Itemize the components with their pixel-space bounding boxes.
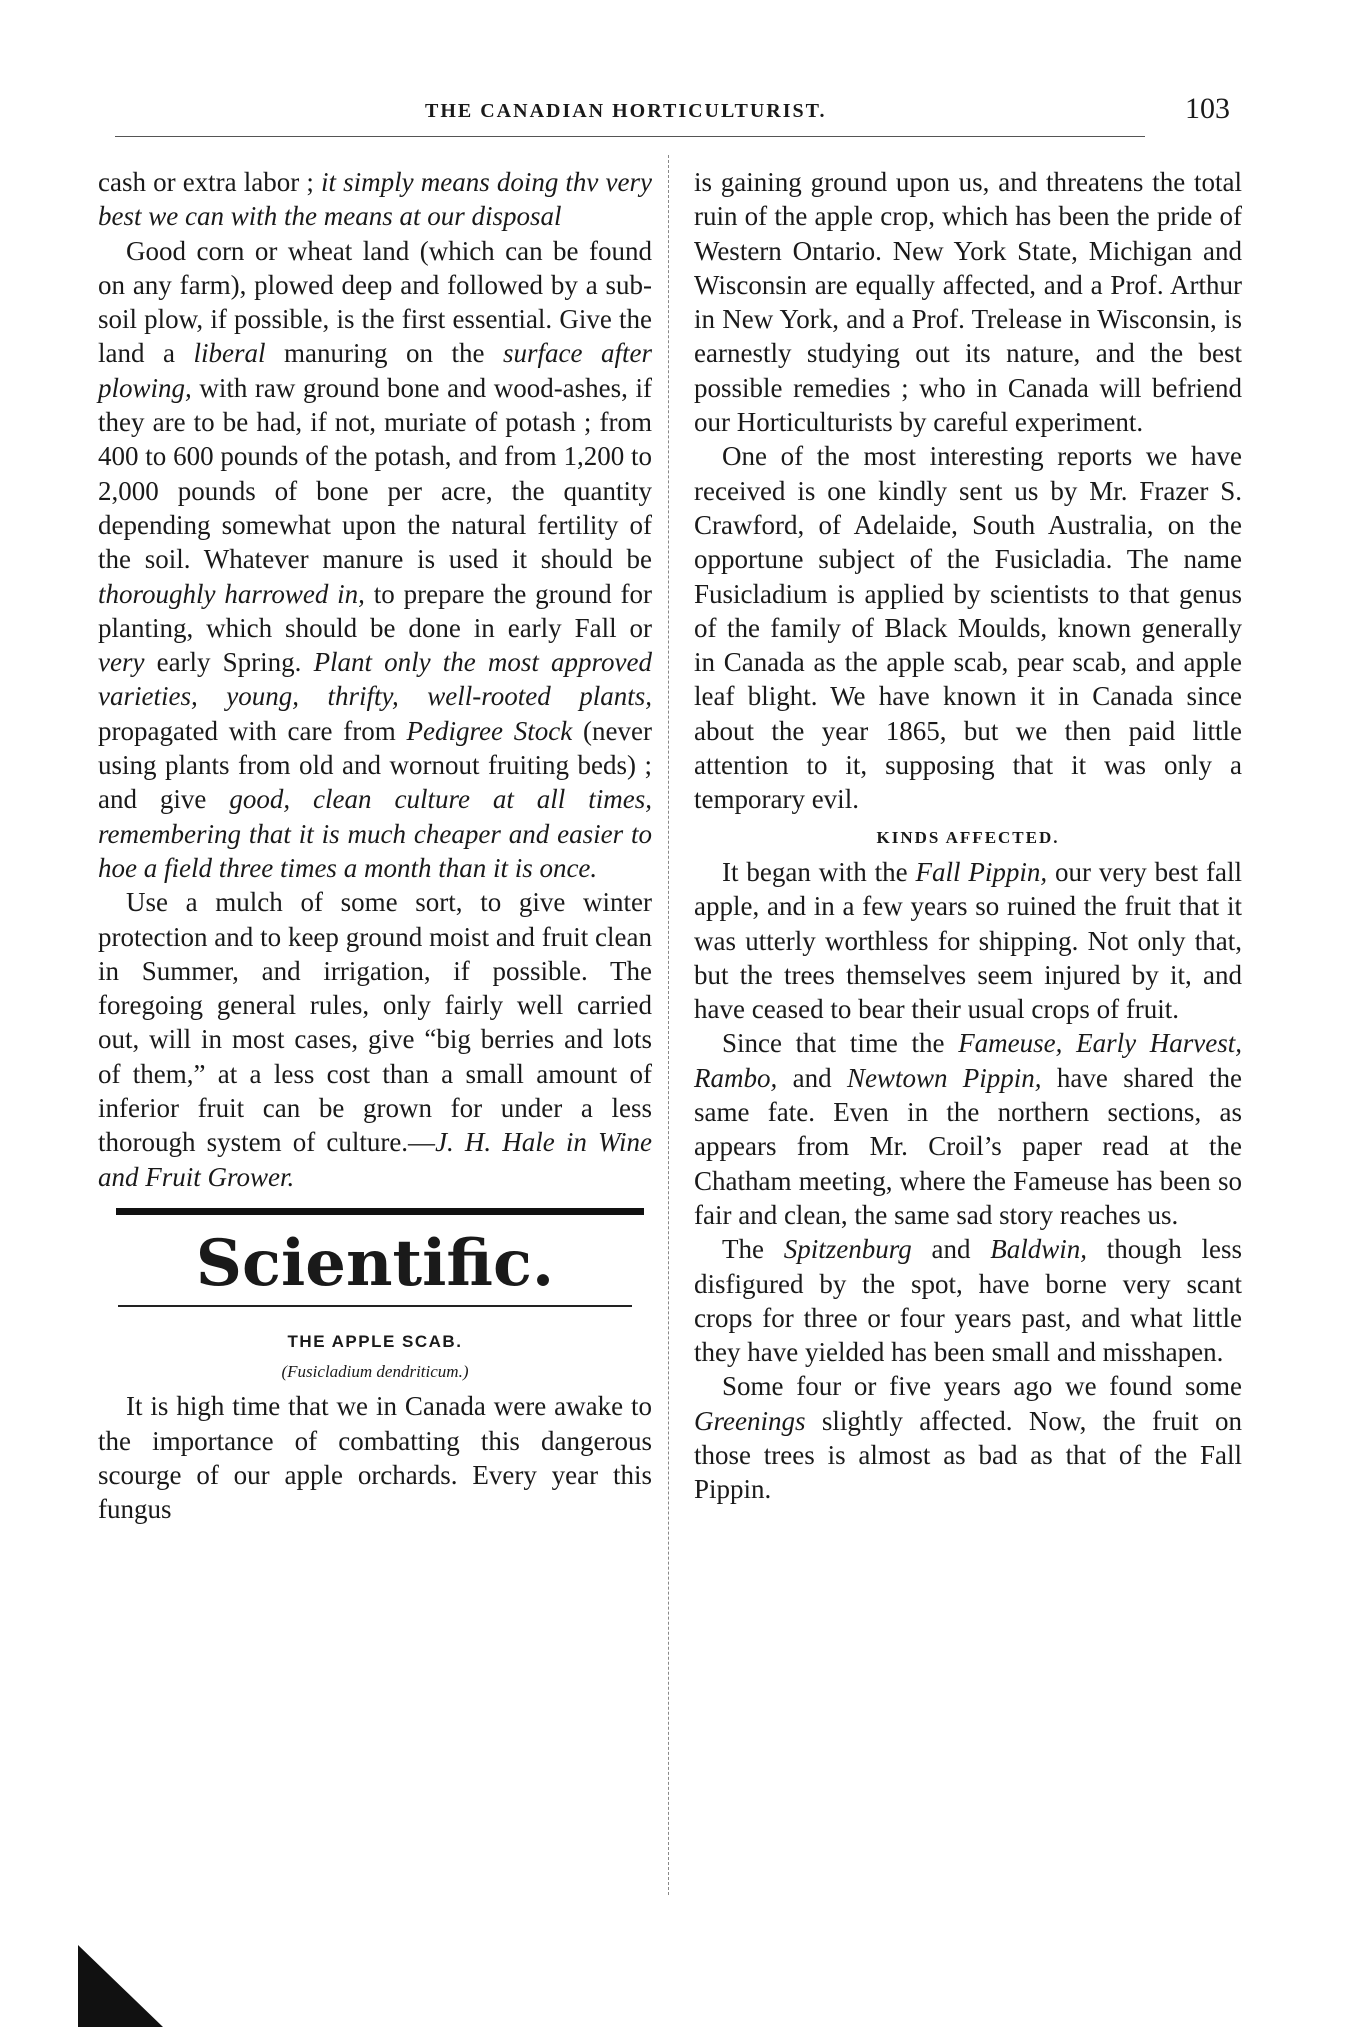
- text-run: and: [777, 1062, 847, 1093]
- text-run: with raw ground bone and wood-ashes, if they are to be had, if not, muriate of potash ; from 400 to 600 pounds of the potash, and from 1,200 to 2,000 pounds of bone per acre, the quantity depending somewhat upon the natural fertility of the soil. Whatever manure is used it should be: [98, 372, 652, 575]
- text-run: (never using plants from old and wornout fruiting beds) ; and give: [98, 715, 653, 815]
- text-run: Good corn or wheat land (which can be found on any farm), plowed deep and followed by a sub-soil plow, if possible, is the first essential. Give the land a: [98, 235, 652, 369]
- column-divider: [668, 155, 669, 1895]
- paragraph: [694, 855, 1242, 1026]
- italic-run: Greenings: [694, 1405, 806, 1436]
- text-run: propagated with care from: [98, 715, 407, 746]
- paragraph: [98, 165, 652, 234]
- paragraph: [694, 1369, 1242, 1506]
- paragraph: It is high time that we in Canada were awake to the importance of combatting this dangerous scourge of our apple orchards. Every year this fungus: [98, 1391, 652, 1525]
- text-run: cash or extra labor ;: [98, 167, 321, 197]
- italic-run: Pedigree Stock: [406, 715, 573, 746]
- paragraph: [694, 1232, 1242, 1369]
- text-run: The: [722, 1234, 784, 1265]
- text-run: to prepare the ground for planting, which should be done in early Fall or: [98, 578, 652, 643]
- text-run: manuring on the: [265, 338, 503, 369]
- header-rule: [115, 136, 1145, 137]
- scientific-section: [98, 1208, 652, 1526]
- text-run: slightly affected. Now, the fruit on those trees is almost as bad as that of the Fall Pippin.: [694, 1405, 1242, 1505]
- left-column: [98, 165, 652, 1526]
- text-run: early Spring.: [144, 647, 314, 678]
- paragraph: is gaining ground upon us, and threatens the total ruin of the apple crop, which has been the pride of Western Ontario. New York State, Michigan and Wisconsin are equally affected, and a Prof. Arthur in New York, and a Prof. Trelease in Wisconsin, is earnestly studying out its nature, and the best possible remedies ; who in Canada will befriend our Horticulturists by careful experiment.: [694, 167, 1242, 438]
- subheading: KINDS AFFECTED.: [876, 827, 1060, 847]
- text-run: Use a mulch of some sort, to give winter protection and to keep ground moist and fruit clean in Summer, and irrigation, if possible. The foregoing general rules, only fairly well carried out, will in most cases, give “big berries and lots of them,” at a less cost than a small amount of inferior fruit can be grown for under a less thorough system of culture.—: [98, 887, 652, 1158]
- text-run: though less disfigured by the spot, have borne very scant crops for three or four years past, and what little they have yielded has been small and misshapen.: [694, 1234, 1242, 1368]
- paragraph: One of the most interesting reports we have received is one kindly sent us by Mr. Frazer S. Crawford, of Adelaide, South Australia, on the opportune subject of the Fusicladia. The name Fusicladium is applied by scientists to that genus of the family of Black Moulds, known generally in Canada as the apple scab, pear scab, and apple leaf blight. We have known it in Canada since about the year 1865, but we then paid little attention to it, supposing that it was only a temporary evil.: [694, 441, 1242, 815]
- text-run: our very best fall apple, and in a few years so ruined the fruit that it was utterly worthless for shipping. Not only that, but the trees themselves seem injured by it, and have ceased to bear their usual crops of fruit.: [694, 856, 1243, 1025]
- paragraph: [98, 885, 652, 1194]
- text-run: Some four or five years ago we found some: [722, 1371, 1242, 1402]
- italic-run: it simply means doing thv very best we can with the means at our disposal: [98, 167, 652, 232]
- article-subtitle: (Fusicladium dendriticum.): [281, 1362, 469, 1382]
- italic-run: very: [98, 647, 145, 678]
- section-rule: [116, 1208, 644, 1215]
- text-run: It began with the: [722, 856, 916, 887]
- italic-run: Fall Pippin,: [915, 856, 1048, 887]
- article-title: THE APPLE SCAB.: [287, 1331, 463, 1351]
- scan-edge-mark: [78, 1945, 163, 2027]
- attribution: J. H. Hale in Wine and Fruit Grower.: [98, 1127, 652, 1192]
- text-run: Since that time the: [722, 1028, 959, 1059]
- section-title: Scientific.: [195, 1225, 555, 1301]
- italic-run: Spitzenburg: [783, 1234, 912, 1265]
- page-header: [110, 92, 1250, 132]
- italic-run: liberal: [193, 338, 266, 369]
- right-column: [694, 165, 1242, 1507]
- italic-run: Plant only the most approved varieties, young, thrifty, well-rooted plants,: [98, 647, 652, 712]
- text-run: and: [911, 1234, 991, 1265]
- running-title: THE CANADIAN HORTICULTURIST.: [425, 100, 827, 122]
- italic-run: good, clean culture at all times, remembering that it is much cheaper and easier to hoe a field three times a month than it is once.: [98, 784, 652, 883]
- section-underline: [118, 1305, 632, 1307]
- italic-run: Fameuse, Early Harvest, Rambo,: [694, 1028, 1242, 1093]
- paragraph: [694, 1026, 1242, 1232]
- italic-run: surface after plowing,: [98, 338, 652, 403]
- italic-run: Baldwin,: [990, 1234, 1087, 1265]
- italic-run: Newtown Pippin,: [846, 1062, 1042, 1093]
- italic-run: thoroughly harrowed in,: [98, 578, 365, 609]
- paragraph: [98, 234, 652, 886]
- page-number: 103: [1185, 92, 1230, 125]
- text-run: have shared the same fate. Even in the northern sections, as appears from Mr. Croil’s paper read at the Chatham meeting, where the Fameuse has been so fair and clean, the same sad story reaches us.: [694, 1062, 1243, 1230]
